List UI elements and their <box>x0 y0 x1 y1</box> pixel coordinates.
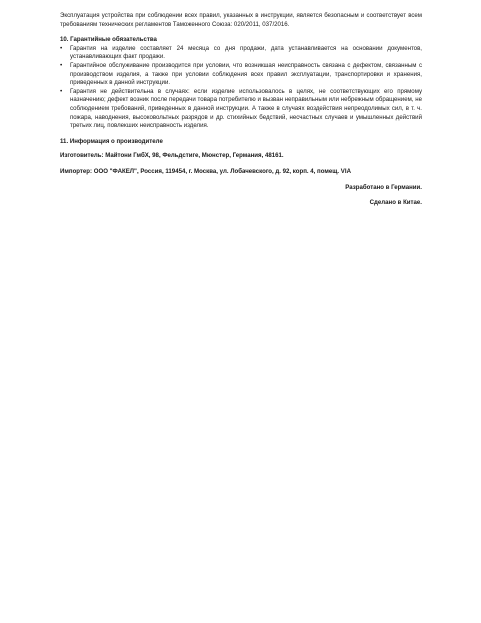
warranty-item-text: Гарантия не действительна в случаях: если изделие использовалось в целях, не соответствующих его прямому назначению; дефект возник после передачи товара потребителю и вызван неправильным или небрежным обращением, не соблюдением требований, приведенных в данной инструкции. А также в случаях воздействия непреодолимых сил, в т. ч. пожара, наводнения, высоковольтных разрядов и др. стихийных бедствий, несчастных случаев и умышленных действий третьих лиц, повлекших неисправность изделия. <box>70 87 422 130</box>
bullet-icon: • <box>60 61 63 69</box>
warranty-section-title: 10. Гарантийные обязательства <box>60 36 157 44</box>
document-content <box>60 12 422 208</box>
importer-line: Импортер: ООО "ФАКЕЛ", Россия, 119454, г. Москва, ул. Лобачевского, д. 92, корп. 4, помещ. VIA <box>60 167 351 175</box>
warranty-item-text: Гарантийное обслуживание производится при условии, что возникшая неисправность связана с дефектом, связанным с производством изделия, а также при условии соблюдения всех правил эксплуатации, транспортировки и хранения, приведенных в данной инструкции. <box>70 61 422 87</box>
manufacturer-section-title: 11. Информация о производителе <box>60 137 163 145</box>
bullet-icon: • <box>60 87 63 95</box>
developed-in-line: Разработано в Германии. <box>345 183 422 191</box>
bullet-icon: • <box>60 44 63 52</box>
warranty-item <box>60 88 422 131</box>
warranty-list <box>60 45 422 131</box>
warranty-item-text: Гарантия на изделие составляет 24 месяца со дня продажи, дата устанавливается на основании документов, устанавливающих факт продажи. <box>70 44 422 61</box>
warranty-item <box>60 45 422 62</box>
safety-compliance-paragraph: Эксплуатация устройства при соблюдении всех правил, указанных в инструкции, является безопасным и соответствует всем требованиям технических регламентов Таможенного Союза: 020/2011, 037/2016. <box>60 12 422 28</box>
warranty-item <box>60 62 422 88</box>
made-in-line: Сделано в Китае. <box>369 199 422 207</box>
manufacturer-line: Изготовитель: Майтони ГмбХ, 98, Фельдстиге, Мюнстер, Германия, 48161. <box>60 152 284 160</box>
